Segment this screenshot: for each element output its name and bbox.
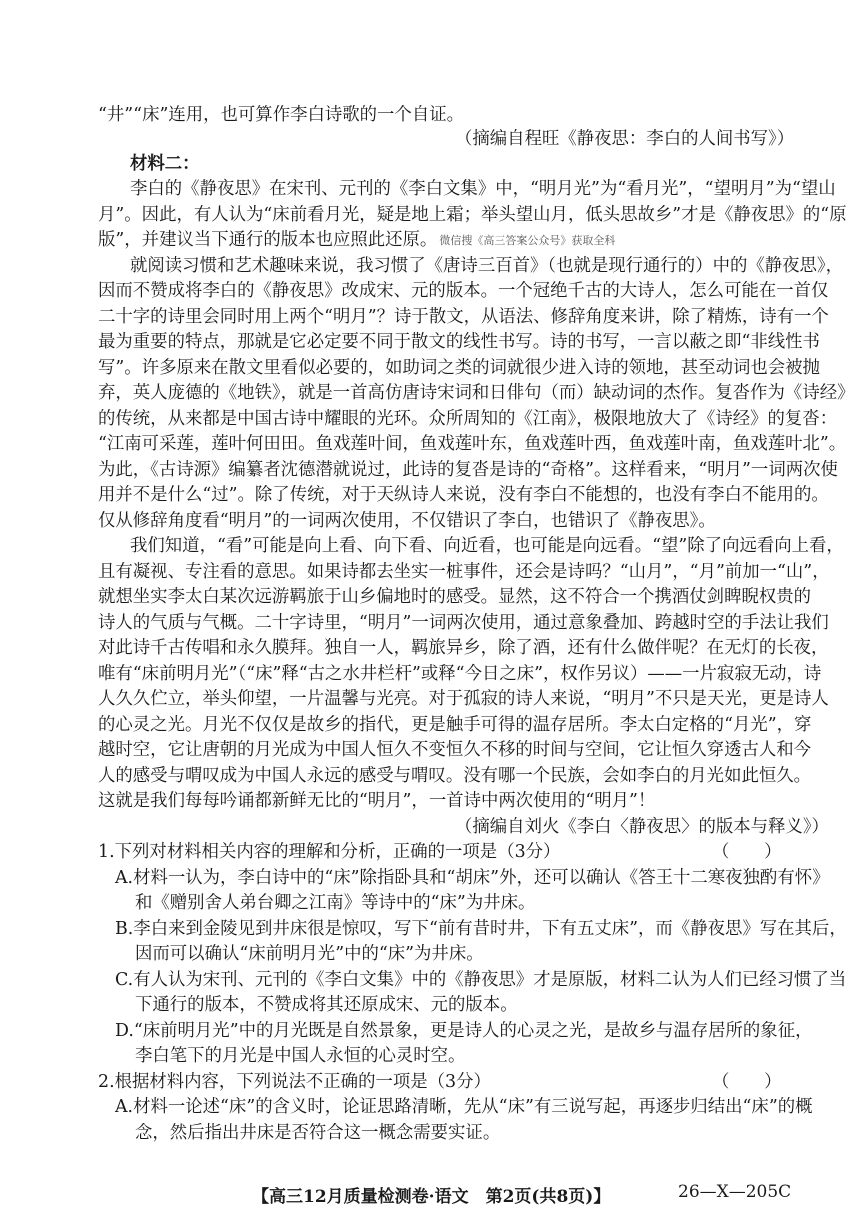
option-a-cont: 和《赠别舍人弟台卿之江南》等诗中的“床”为井床。 — [135, 893, 536, 913]
option-b: B.李白来到金陵见到井床很是惊叹，写下“前有昔时井，下有五丈床”，而《静夜思》写在其后， — [115, 919, 847, 939]
option-c: C.有人认为宋刊、元刊的《李白文集》中的《静夜思》才是原版，材料二认为人们已经习惯了当 — [115, 970, 847, 990]
text-line: 唯有“床前明月光”（“床”释“古之水井栏杆”或释“今日之床”，权作另议）——一片寂寂无动，诗 — [98, 664, 822, 684]
text-line: 诗人的气质与气概。二十字诗里，“明月”一词两次使用，通过意象叠加、跨越时空的手法让我们 — [98, 613, 829, 633]
text-line: 月”。因此，有人认为“床前看月光，疑是地上霜；举头望山月，低头思故乡”才是《静夜思》的“原 — [98, 205, 847, 225]
option-c-cont: 下通行的版本，不赞成将其还原成宋、元的版本。 — [135, 995, 518, 1015]
text-line: 的传统，从来都是中国古诗中耀眼的光环。众所周知的《江南》，极限地放大了《诗经》的复沓： — [98, 409, 838, 429]
text-line: 越时空，它让唐朝的月光成为中国人恒久不变恒久不移的时间与空间，它让恒久穿透古人和今 — [98, 740, 812, 760]
text-line: 对此诗千古传唱和永久膜拜。独自一人，羁旅异乡，除了酒，还有什么做伴呢？在无灯的长夜， — [98, 638, 829, 658]
exam-code: 26—X—205C — [678, 1182, 792, 1202]
text-line: 最为重要的特点，那就是它必定要不同于散文的线性书写。诗的书写，一言以蔽之即“非线性书 — [98, 332, 820, 352]
text-span: 版”，并建议当下通行的版本也应照此还原。 — [98, 230, 438, 250]
text-line: 且有凝视、专注看的意思。如果诗都去坐实一桩事件，还会是诗吗？“山月”，“月”前加一“山”， — [98, 562, 830, 582]
text-line: 为此，《古诗源》编纂者沈德潜就说过，此诗的复沓是诗的“奇格”。这样看来，“明月”一词两次使 — [98, 460, 838, 480]
text-line: 因而不赞成将李白的《静夜思》改成宋、元的版本。一个冠绝千古的大诗人，怎么可能在一首仅 — [98, 281, 829, 301]
text-line: 用并不是什么“过”。除了传统，对于天纵诗人来说，没有李白不能想的，也没有李白不能用的。 — [98, 485, 829, 505]
option-a: A.材料一认为，李白诗中的“床”除指卧具和“胡床”外，还可以确认《答王十二寒夜独酌有怀》 — [115, 868, 830, 888]
text-line: “江南可采莲，莲叶何田田。鱼戏莲叶间，鱼戏莲叶东，鱼戏莲叶西，鱼戏莲叶南，鱼戏莲叶北”。 — [98, 434, 847, 454]
section-heading: 材料二： — [130, 154, 200, 174]
text-line: 写”。许多原来在散文里看似必要的，如助词之类的词就很少进入诗的领地，甚至动词也会被抛 — [98, 358, 820, 378]
answer-blank: （ ） — [712, 1072, 782, 1092]
text-line: “井”“床”连用，也可算作李白诗歌的一个自证。 — [98, 105, 464, 125]
text-line: 就想坐实李太白某次远游羁旅于山乡偏地时的感受。显然，这不符合一个携酒仗剑睥睨权贵的 — [98, 587, 812, 607]
text-line: 弃，英人庞德的《地铁》，就是一首高仿唐诗宋词和日俳句（而）缺动词的杰作。复沓作为《诗经》 — [98, 383, 855, 403]
text-line: 人的感受与喟叹成为中国人永远的感受与喟叹。没有哪一个民族，会如李白的月光如此恒久。 — [98, 766, 812, 786]
text-line: 二十字的诗里会同时用上两个“明月”？诗于散文，从语法、修辞角度来讲，除了精炼，诗有一个 — [98, 307, 829, 327]
text-line: 李白的《静夜思》在宋刊、元刊的《李白文集》中，“明月光”为“看月光”，“望明月”为“望山 — [130, 179, 836, 199]
watermark: 微信搜《高三答案公众号》获取全科 — [439, 234, 616, 247]
text-line: 就阅读习惯和艺术趣味来说，我习惯了《唐诗三百首》（也就是现行通行的）中的《静夜思》， — [130, 256, 844, 276]
text-line: 这就是我们每每吟诵都新鲜无比的“明月”，一首诗中两次使用的“明月”！ — [98, 791, 656, 811]
option-a: A.材料一论述“床”的含义时，论证思路清晰，先从“床”有三说写起，再逐步归结出“床”的概 — [115, 1097, 813, 1117]
text-line — [98, 228, 615, 253]
source-citation: （摘编自刘火《李白〈静夜思〉的版本与释义》） — [455, 817, 829, 837]
option-d-cont: 李白笔下的月光是中国人永恒的心灵时空。 — [135, 1046, 466, 1066]
source-citation: （摘编自程旺《静夜思：李白的人间书写》） — [455, 129, 795, 149]
option-a-cont: 念，然后指出井床是否符合这一概念需要实证。 — [135, 1123, 501, 1143]
text-line: 我们知道，“看”可能是向上看、向下看、向近看，也可能是向远看。“望”除了向远看向上看， — [130, 536, 844, 556]
answer-blank: （ ） — [712, 842, 782, 862]
text-line: 仅从修辞角度看“明月”的一词两次使用，不仅错识了李白，也错识了《静夜思》。 — [98, 511, 716, 531]
option-b-cont: 因而可以确认“床前明月光”中的“床”为井床。 — [135, 944, 484, 964]
text-line: 人久久伫立，举头仰望，一片温馨与光亮。对于孤寂的诗人来说，“明月”不只是天光，更是诗人 — [98, 689, 829, 709]
option-d: D.“床前明月光”中的月光既是自然景象，更是诗人的心灵之光，是故乡与温存居所的象征， — [115, 1021, 813, 1041]
question-2: 2.根据材料内容，下列说法不正确的一项是（3分） — [98, 1072, 491, 1092]
question-1: 1.下列对材料相关内容的理解和分析，正确的一项是（3分） — [98, 842, 561, 862]
text-line: 的心灵之光。月光不仅仅是故乡的指代，更是触手可得的温存居所。李太白定格的“月光”，穿 — [98, 715, 812, 735]
page-footer: 【高三12月质量检测卷·语文 第2页(共8页)】 — [252, 1187, 611, 1207]
